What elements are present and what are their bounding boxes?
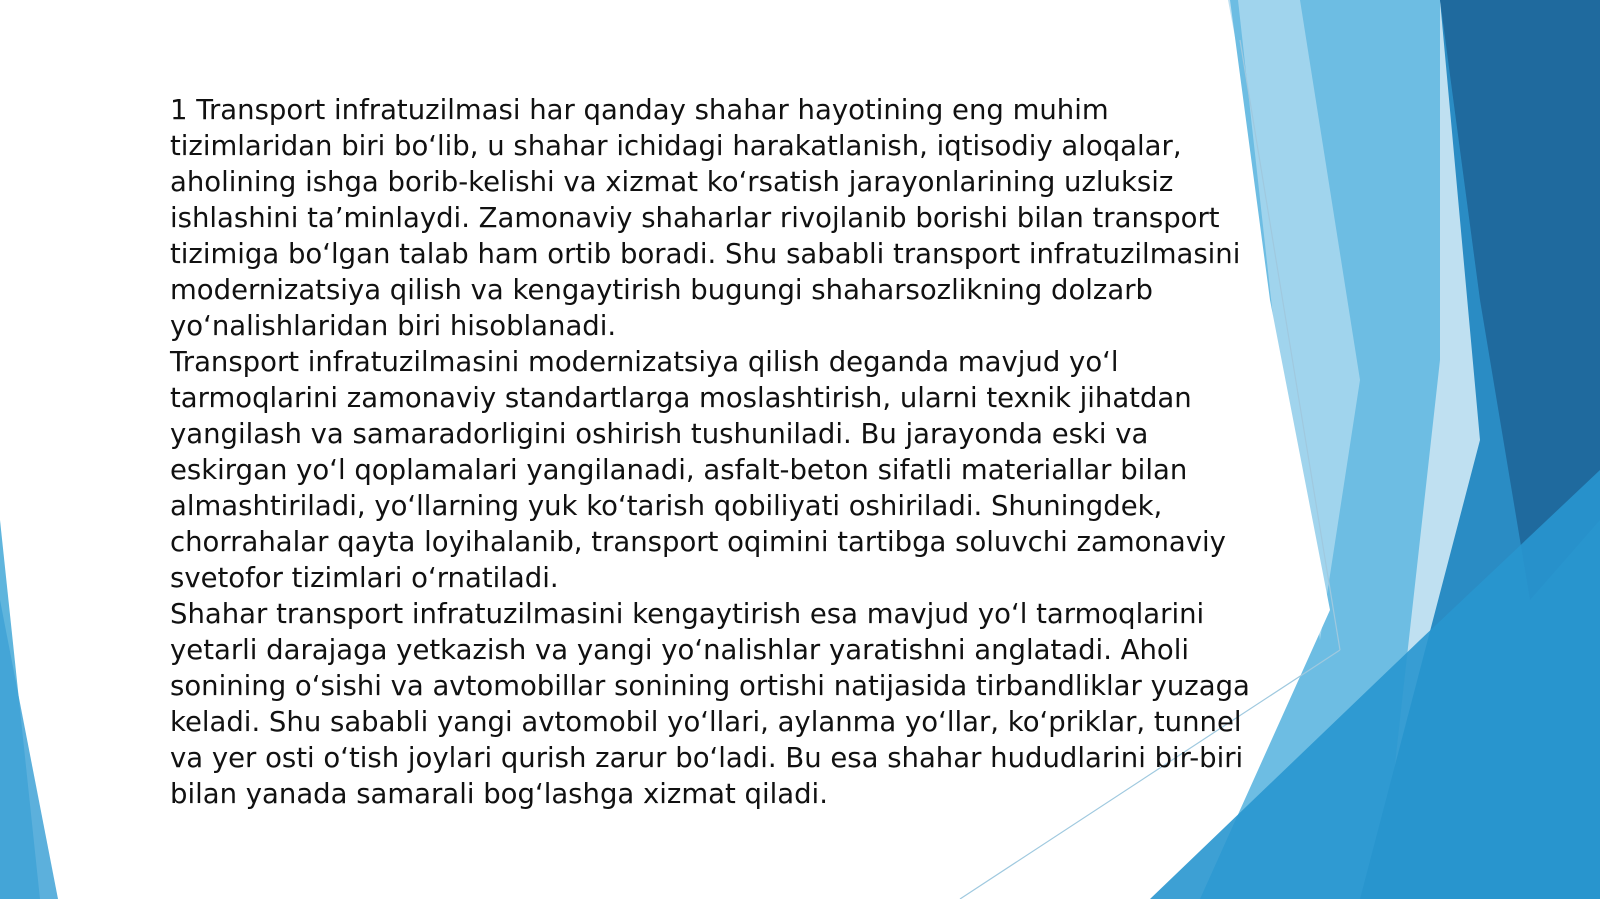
slide-body-text (170, 92, 1260, 812)
paragraph-3: Shahar transport infratuzilmasini kengaytirish esa mavjud yo‘l tarmoqlarini yetarli darajaga yetkazish va yangi yo‘nalishlar yaratishni anglatadi. Aholi sonining o‘sishi va avtomobillar sonining ortishi natijasida tirbandliklar yuzaga keladi. Shu sababli yangi avtomobil yo‘llari, aylanma yo‘llar, ko‘priklar, tunnel va yer osti o‘tish joylari qurish zarur bo‘ladi. Bu esa shahar hududlarini bir-biri bilan yanada samarali bog‘lashga xizmat qiladi. (170, 598, 1250, 810)
paragraph-2: Transport infratuzilmasini modernizatsiya qilish deganda mavjud yo‘l tarmoqlarini zamonaviy standartlarga moslashtirish, ularni texnik jihatdan yangilash va samaradorligini oshirish tushuniladi. Bu jarayonda eski va eskirgan yo‘l qoplamalari yangilanadi, asfalt-beton sifatli materiallar bilan almashtiriladi, yo‘llarning yuk ko‘tarish qobiliyati oshiriladi. Shuningdek, chorrahalar qayta loyihalanib, transport oqimini tartibga soluvchi zamonaviy svetofor tizimlari o‘rnatiladi. (170, 346, 1226, 594)
paragraph-1: 1 Transport infratuzilmasi har qanday shahar hayotining eng muhim tizimlaridan biri bo‘lib, u shahar ichidagi harakatlanish, iqtisodiy aloqalar, aholining ishga borib-kelishi va xizmat ko‘rsatish jarayonlarining uzluksiz ishlashini ta’minlaydi. Zamonaviy shaharlar rivojlanib borishi bilan transport tizimiga bo‘lgan talab ham ortib boradi. Shu sababli transport infratuzilmasini modernizatsiya qilish va kengaytirish bugungi shaharsozlikning dolzarb yo‘nalishlaridan biri hisoblanadi. (170, 94, 1241, 342)
